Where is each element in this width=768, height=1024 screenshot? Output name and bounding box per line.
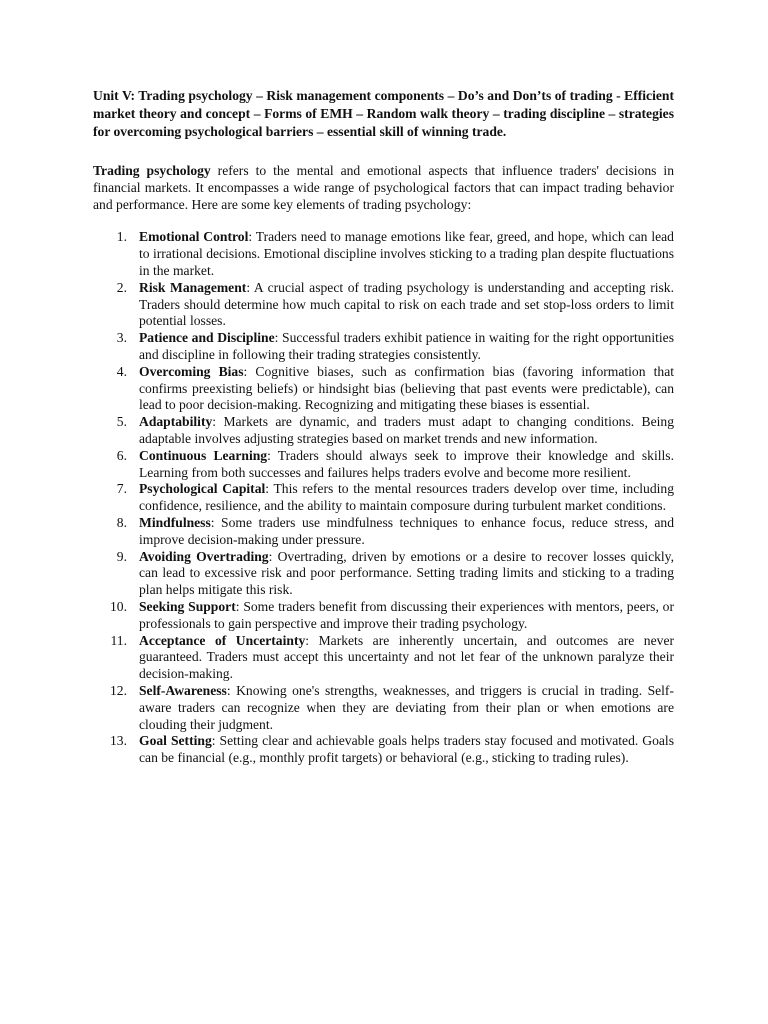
list-item-number: 9. [116, 548, 127, 564]
list-item [93, 599, 674, 633]
list-item [93, 733, 674, 767]
list-item-term: Acceptance of Uncertainty [139, 632, 306, 648]
list-item-number: 6. [116, 447, 127, 463]
list-item-term: Seeking Support [139, 598, 236, 614]
list-item [93, 683, 674, 733]
list-item-number: 11. [110, 632, 127, 648]
list-item-text: : Setting clear and achievable goals helps traders stay focused and motivated. Goals can be financial (e.g., monthly profit targets) or behavioral (e.g., sticking to trading rules). [139, 733, 675, 766]
list-item-text: : This refers to the mental resources traders develop over time, including confidence, resilience, and the ability to maintain composure during turbulent market conditions. [139, 481, 674, 514]
list-item [93, 364, 674, 414]
list-item-text: : Traders should always seek to improve their knowledge and skills. Learning from both successes and failures helps traders evolve and become more resilient. [139, 447, 674, 480]
list-item-number: 1. [116, 229, 127, 245]
list-item-term: Goal Setting [139, 733, 212, 749]
list-item-number: 10. [110, 598, 127, 614]
list-item-number: 2. [116, 279, 127, 295]
intro-text: refers to the mental and emotional aspects that influence traders' decisions in financial markets. It encompasses a wide range of psychological factors that can impact trading behavior and performance. Here are some key elements of trading psychology: [93, 163, 674, 212]
list-item-text: : Knowing one's strengths, weaknesses, and triggers is crucial in trading. Self-aware traders can recognize when they are deviating from their plan or when emotions are clouding their judgment. [139, 682, 674, 732]
intro-paragraph [93, 163, 674, 213]
list-item-number: 8. [116, 514, 127, 530]
list-item-text: : Traders need to manage emotions like fear, greed, and hope, which can lead to irrational decisions. Emotional discipline involves sticking to a trading plan despite fluctuations in the market. [139, 229, 674, 278]
list-item [93, 229, 674, 279]
list-item [93, 549, 674, 599]
list-item-text: : Successful traders exhibit patience in waiting for the right opportunities and discipline in following their trading strategies consistently. [139, 330, 675, 362]
list-item [93, 633, 674, 683]
list-item [93, 515, 674, 549]
list-item-text: : A crucial aspect of trading psychology is understanding and accepting risk. Traders should determine how much capital to risk on each trade and set stop-loss orders to limit potential losses. [139, 279, 674, 329]
list-item-text: : Cognitive biases, such as confirmation bias (favoring information that confirms preexisting beliefs) or hindsight bias (believing that past events were predictable), can lead to poor decision-making. Recognizing and mitigating these biases is essential. [139, 363, 675, 413]
list-item-term: Continuous Learning [139, 447, 268, 463]
list-item-text: : Overtrading, driven by emotions or a desire to recover losses quickly, can lead to excessive risk and poor performance. Setting trading limits and sticking to a trading plan helps mitigate this risk. [139, 548, 674, 598]
list-item-text: : Some traders use mindfulness techniques to enhance focus, reduce stress, and improve decision-making under pressure. [139, 514, 674, 547]
list-item-term: Risk Management [139, 279, 247, 295]
key-elements-list [93, 229, 674, 767]
list-item-number: 4. [116, 363, 127, 379]
list-item-number: 12. [110, 682, 127, 698]
list-item-term: Overcoming Bias [139, 363, 244, 379]
list-item-text: : Markets are inherently uncertain, and outcomes are never guaranteed. Traders must accept this uncertainty and not let fear of the unknown paralyze their decision-making. [139, 632, 674, 682]
intro-term: Trading psychology [93, 163, 211, 178]
list-item-number: 13. [110, 733, 127, 749]
list-item-number: 5. [116, 414, 127, 430]
list-item-number: 7. [116, 481, 127, 497]
unit-heading: Unit V: Trading psychology – Risk management components – Do’s and Don’ts of trading - Efficient market theory and concept – Forms of EMH – Random walk theory – trading discipline – strategies for overcoming psychological barriers – essential skill of winning trade. [93, 88, 674, 139]
list-item-term: Psychological Capital [139, 481, 266, 497]
list-item-term: Mindfulness [139, 514, 211, 530]
list-item-number: 3. [116, 330, 127, 346]
list-item-term: Emotional Control [139, 229, 249, 245]
list-item [93, 448, 674, 482]
list-item-term: Patience and Discipline [139, 330, 275, 346]
list-item-term: Self-Awareness [139, 682, 227, 698]
list-item-text: : Some traders benefit from discussing their experiences with mentors, peers, or professionals to gain perspective and improve their trading psychology. [139, 598, 674, 631]
list-item-text: : Markets are dynamic, and traders must adapt to changing conditions. Being adaptable involves adjusting strategies based on market trends and new information. [139, 414, 674, 446]
list-item-term: Adaptability [139, 414, 213, 430]
list-item [93, 280, 674, 330]
list-item [93, 481, 674, 515]
list-item [93, 414, 674, 448]
list-item-term: Avoiding Overtrading [139, 548, 269, 564]
list-item [93, 330, 674, 364]
